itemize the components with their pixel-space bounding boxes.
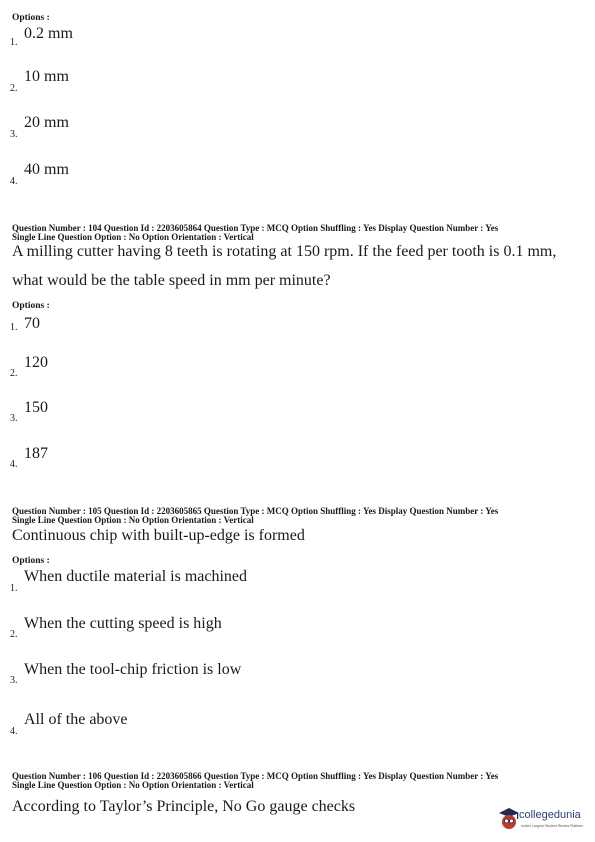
collegedunia-logo bbox=[497, 802, 593, 836]
option-text: When the tool-chip friction is low bbox=[24, 661, 242, 678]
option-number: 3. bbox=[10, 675, 18, 686]
question-meta: Single Line Question Option : No Option Orientation : Vertical bbox=[12, 515, 254, 525]
option-number: 1. bbox=[10, 37, 18, 48]
option-number: 3. bbox=[10, 129, 18, 140]
options-label: Options : bbox=[12, 556, 50, 566]
question-meta: Question Number : 104 Question Id : 2203605864 Question Type : MCQ Option Shuffling : Yes Display Question Number : Yes bbox=[12, 223, 499, 233]
logo-brand: collegedunia bbox=[519, 809, 581, 821]
option-number: 1. bbox=[10, 322, 18, 333]
options-label: Options : bbox=[12, 301, 50, 311]
question-meta: Single Line Question Option : No Option Orientation : Vertical bbox=[12, 232, 254, 242]
question-meta: Single Line Question Option : No Option Orientation : Vertical bbox=[12, 780, 254, 790]
option-text: 0.2 mm bbox=[24, 25, 73, 42]
option-number: 4. bbox=[10, 459, 18, 470]
option-text: 150 bbox=[24, 399, 48, 416]
option-number: 4. bbox=[10, 726, 18, 737]
option-text: 40 mm bbox=[24, 161, 69, 178]
question-text: A milling cutter having 8 teeth is rotating at 150 rpm. If the feed per tooth is 0.1 mm, bbox=[12, 243, 557, 260]
option-text: 187 bbox=[24, 445, 48, 462]
option-text: 70 bbox=[24, 315, 40, 332]
option-number: 4. bbox=[10, 176, 18, 187]
option-text: When ductile material is machined bbox=[24, 568, 248, 585]
graduate-mascot-icon bbox=[497, 804, 521, 834]
option-number: 2. bbox=[10, 629, 18, 640]
question-meta: Question Number : 106 Question Id : 2203605866 Question Type : MCQ Option Shuffling : Yes Display Question Number : Yes bbox=[12, 771, 499, 781]
option-text: 120 bbox=[24, 354, 48, 371]
option-text: When the cutting speed is high bbox=[24, 615, 222, 632]
option-text: 10 mm bbox=[24, 68, 69, 85]
question-text: According to Taylor’s Principle, No Go gauge checks bbox=[12, 798, 356, 815]
question-text: what would be the table speed in mm per minute? bbox=[12, 272, 331, 289]
logo-tagline: India's Largest Student Review Platform bbox=[521, 824, 584, 828]
option-number: 3. bbox=[10, 413, 18, 424]
option-number: 2. bbox=[10, 83, 18, 94]
option-text: 20 mm bbox=[24, 114, 69, 131]
option-number: 2. bbox=[10, 368, 18, 379]
option-text: All of the above bbox=[24, 711, 128, 728]
options-label: Options : bbox=[12, 13, 50, 23]
question-meta: Question Number : 105 Question Id : 2203605865 Question Type : MCQ Option Shuffling : Yes Display Question Number : Yes bbox=[12, 506, 499, 516]
option-number: 1. bbox=[10, 583, 18, 594]
question-text: Continuous chip with built-up-edge is formed bbox=[12, 527, 305, 544]
